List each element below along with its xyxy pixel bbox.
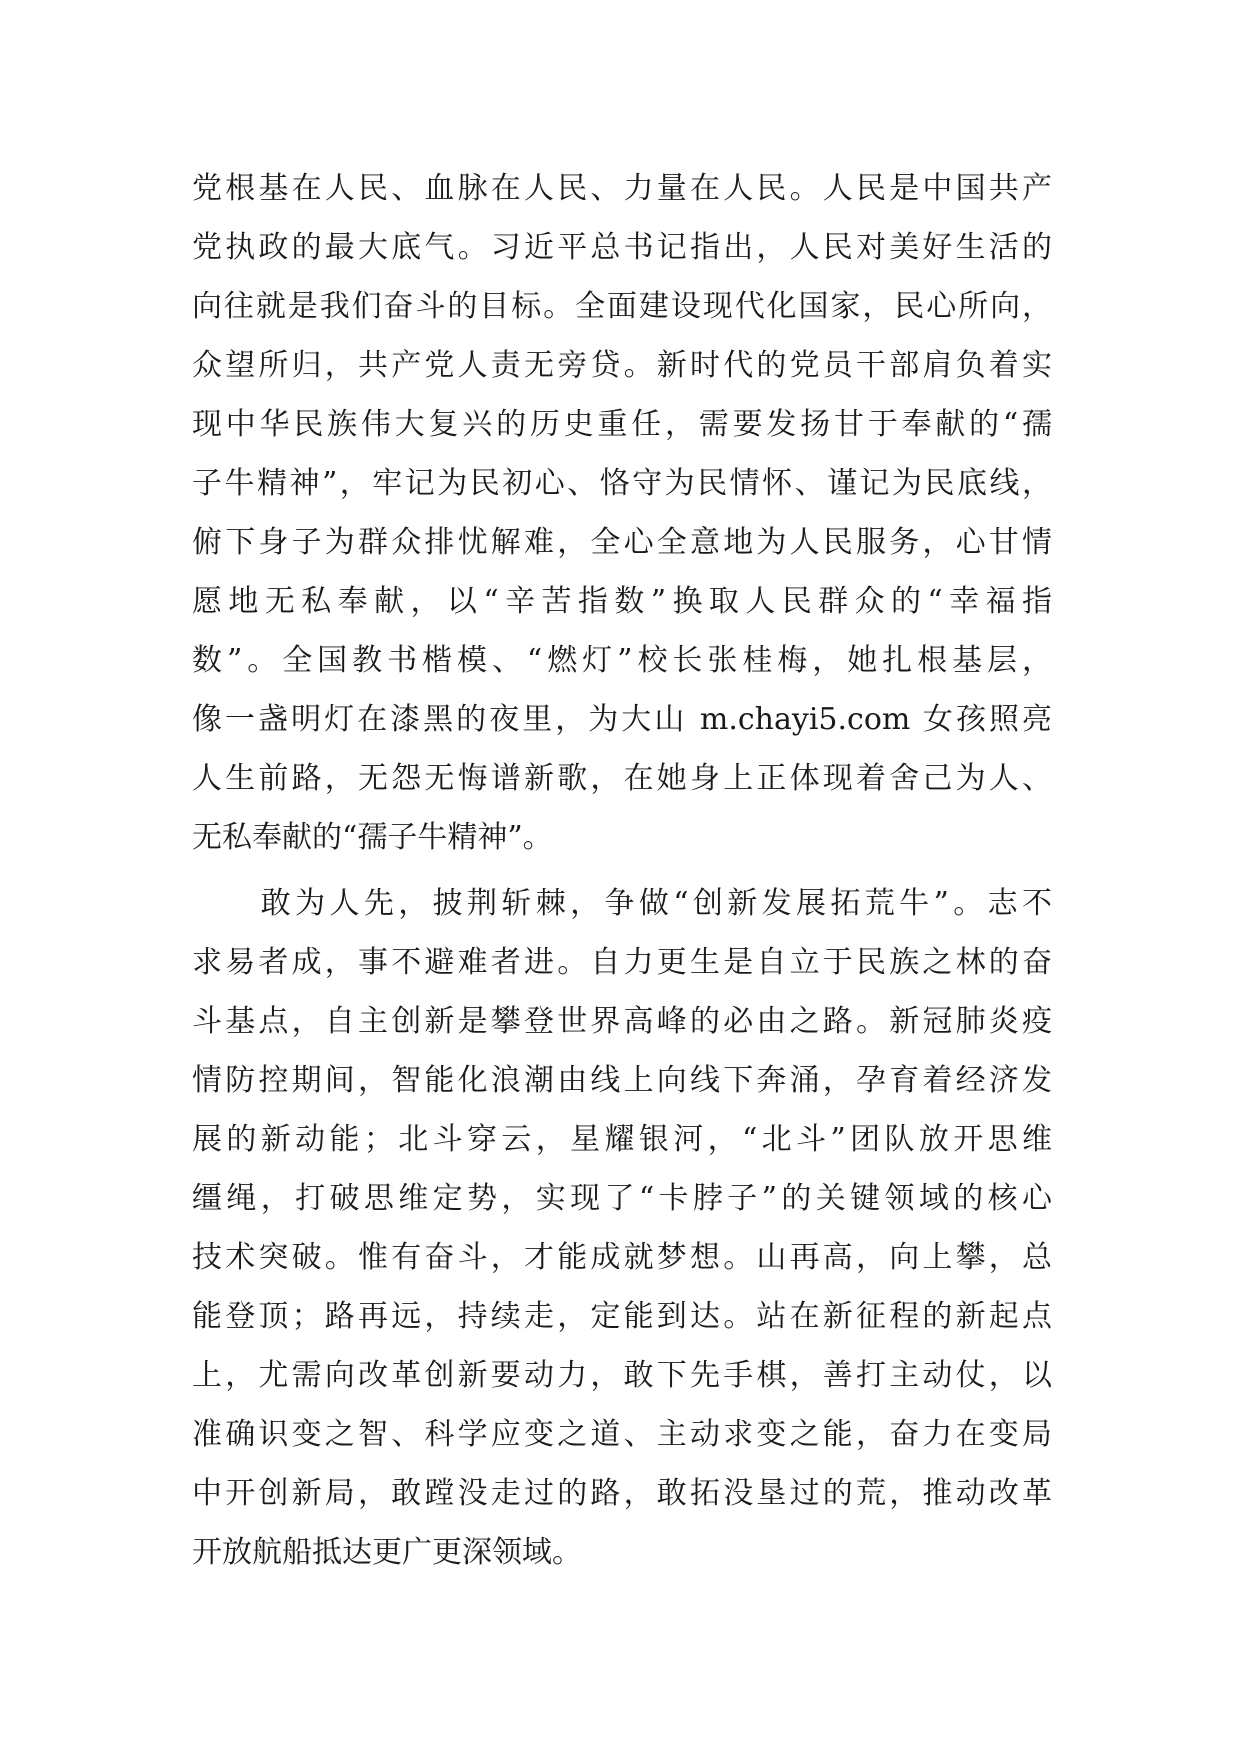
text-line: 众望所归，共产党人责无旁贷。新时代的党员干部肩负着实 bbox=[192, 348, 1052, 383]
text-line: 无私奉献的“孺子牛精神”。 bbox=[192, 820, 553, 855]
text-line: 能登顶；路再远，持续走，定能到达。站在新征程的新起点 bbox=[192, 1299, 1052, 1334]
text-line: 数”。全国教书楷模、“燃灯”校长张桂梅，她扎根基层， bbox=[192, 643, 1052, 678]
text-line: 技术突破。惟有奋斗，才能成就梦想。山再高，向上攀，总 bbox=[192, 1240, 1052, 1275]
text-line: 缰绳，打破思维定势，实现了“卡脖子”的关键领域的核心 bbox=[192, 1181, 1052, 1216]
text-line: 斗基点，自主创新是攀登世界高峰的必由之路。新冠肺炎疫 bbox=[192, 1004, 1052, 1039]
text-line: 向往就是我们奋斗的目标。全面建设现代化国家，民心所向， bbox=[192, 289, 1052, 324]
text-line: 上，尤需向改革创新要动力，敢下先手棋，善打主动仗，以 bbox=[192, 1358, 1052, 1393]
text-line: 俯下身子为群众排忧解难，全心全意地为人民服务，心甘情 bbox=[192, 525, 1052, 560]
text-line: 求易者成，事不避难者进。自力更生是自立于民族之林的奋 bbox=[192, 945, 1052, 980]
text-line: 像一盏明灯在漆黑的夜里，为大山 m.chayi5.com 女孩照亮 bbox=[192, 702, 1052, 737]
text-line: 党执政的最大底气。习近平总书记指出，人民对美好生活的 bbox=[192, 230, 1052, 265]
text-line: 敢为人先，披荆斩棘，争做“创新发展拓荒牛”。志不 bbox=[192, 886, 1052, 921]
text-line: 现中华民族伟大复兴的历史重任，需要发扬甘于奉献的“孺 bbox=[192, 407, 1052, 442]
text-line: 子牛精神”，牢记为民初心、恪守为民情怀、谨记为民底线， bbox=[192, 466, 1052, 501]
text-line: 党根基在人民、血脉在人民、力量在人民。人民是中国共产 bbox=[192, 171, 1052, 206]
text-line: 愿地无私奉献，以“辛苦指数”换取人民群众的“幸福指 bbox=[192, 584, 1052, 619]
text-line: 中开创新局，敢蹚没走过的路，敢拓没垦过的荒，推动改革 bbox=[192, 1476, 1052, 1511]
text-line: 展的新动能；北斗穿云，星耀银河，“北斗”团队放开思维 bbox=[192, 1122, 1052, 1157]
paragraph bbox=[192, 159, 1052, 867]
text-line: 开放航船抵达更广更深领域。 bbox=[192, 1535, 582, 1570]
text-line: 人生前路，无怨无悔谱新歌，在她身上正体现着舍己为人、 bbox=[192, 761, 1052, 796]
text-line: 情防控期间，智能化浪潮由线上向线下奔涌，孕育着经济发 bbox=[192, 1063, 1052, 1098]
paragraph bbox=[192, 874, 1052, 1582]
body-text bbox=[192, 159, 1052, 1582]
paragraph-gap bbox=[192, 867, 1052, 874]
text-line: 准确识变之智、科学应变之道、主动求变之能，奋力在变局 bbox=[192, 1417, 1052, 1452]
